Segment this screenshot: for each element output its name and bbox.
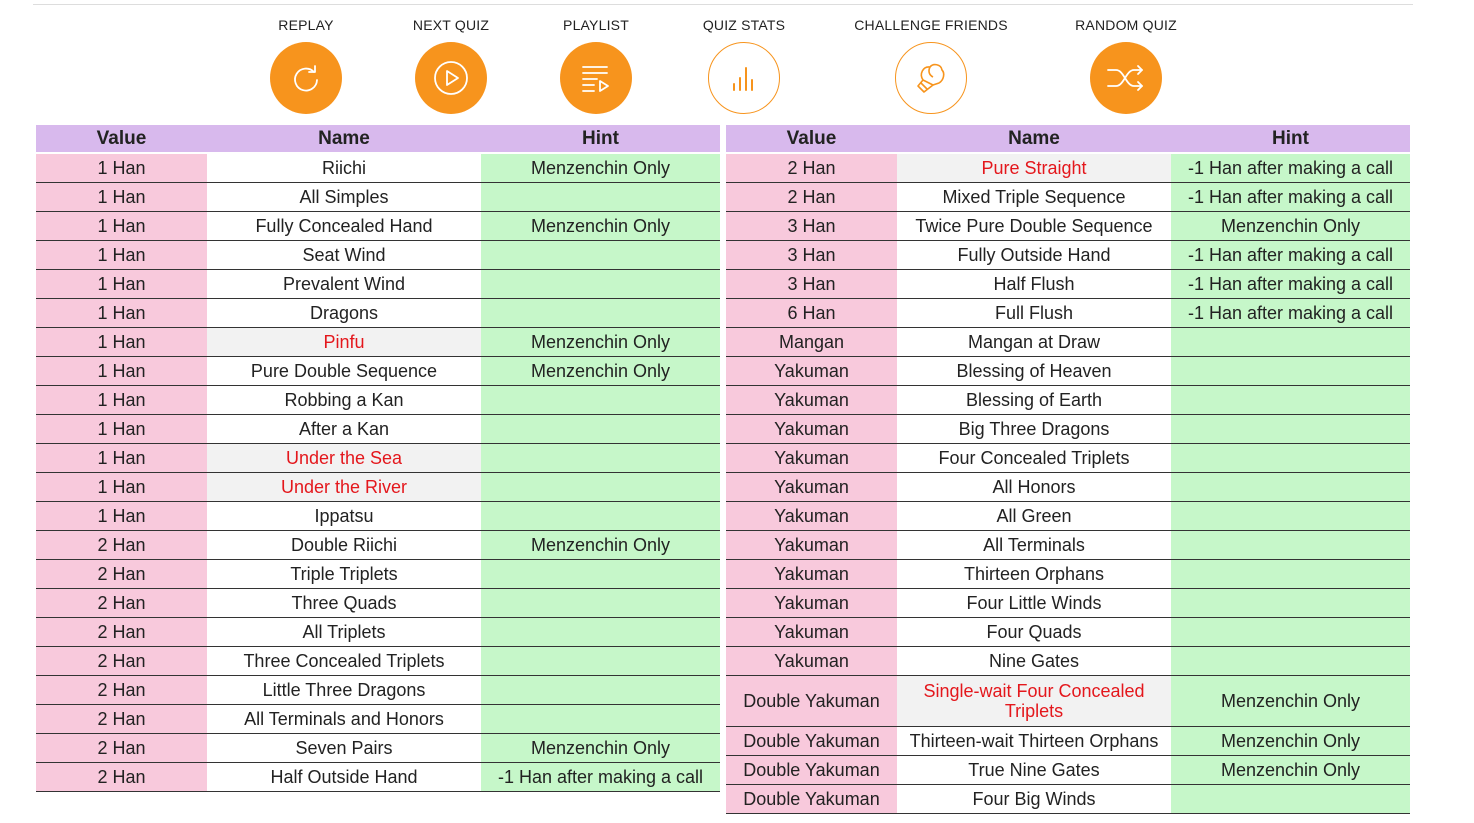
table-row	[36, 386, 720, 415]
value-column-header: Value	[726, 125, 897, 153]
answer-name-cell: All Simples	[207, 183, 481, 212]
answer-name-cell: Prevalent Wind	[207, 270, 481, 299]
answer-name-cell: Four Big Winds	[897, 785, 1171, 814]
answer-name-cell: Thirteen-wait Thirteen Orphans	[897, 727, 1171, 756]
hint-cell	[1171, 415, 1410, 444]
table-row	[36, 560, 720, 589]
value-cell: 2 Han	[726, 153, 897, 183]
hint-cell	[481, 183, 720, 212]
missed-answer-cell: Under the River	[207, 473, 481, 502]
value-cell: 2 Han	[36, 647, 207, 676]
right-table-body	[726, 153, 1410, 814]
table-row	[726, 183, 1410, 212]
value-cell: Yakuman	[726, 357, 897, 386]
answer-name-cell: Little Three Dragons	[207, 676, 481, 705]
answer-name-cell: Four Quads	[897, 618, 1171, 647]
hint-cell: -1 Han after making a call	[1171, 270, 1410, 299]
hint-cell: -1 Han after making a call	[1171, 299, 1410, 328]
table-row	[36, 328, 720, 357]
table-row	[36, 618, 720, 647]
table-row	[726, 386, 1410, 415]
value-cell: 1 Han	[36, 444, 207, 473]
value-cell: 1 Han	[36, 357, 207, 386]
hint-cell	[481, 502, 720, 531]
answer-name-cell: Thirteen Orphans	[897, 560, 1171, 589]
next-quiz-circle[interactable]	[415, 42, 487, 114]
quiz-stats-circle[interactable]	[708, 42, 780, 114]
table-row	[726, 153, 1410, 183]
hint-cell: Menzenchin Only	[481, 357, 720, 386]
table-row	[36, 444, 720, 473]
table-row	[36, 270, 720, 299]
quiz-stats-label: QUIZ STATS	[702, 17, 786, 33]
value-cell: 2 Han	[36, 531, 207, 560]
answer-name-cell: After a Kan	[207, 415, 481, 444]
value-cell: Mangan	[726, 328, 897, 357]
boxing-glove-icon	[909, 56, 953, 100]
answer-name-cell: Half Flush	[897, 270, 1171, 299]
table-row	[36, 357, 720, 386]
hint-cell	[481, 560, 720, 589]
table-row	[726, 727, 1410, 756]
table-row	[726, 241, 1410, 270]
value-cell: Yakuman	[726, 502, 897, 531]
hint-cell	[1171, 589, 1410, 618]
hint-cell	[1171, 647, 1410, 676]
hint-cell: Menzenchin Only	[481, 153, 720, 183]
hint-cell: -1 Han after making a call	[1171, 241, 1410, 270]
missed-answer-cell: Single-wait Four Concealed Triplets	[897, 676, 1171, 727]
value-cell: 2 Han	[36, 705, 207, 734]
hint-cell	[481, 241, 720, 270]
table-row	[36, 647, 720, 676]
value-cell: Yakuman	[726, 589, 897, 618]
table-row	[36, 153, 720, 183]
hint-cell: Menzenchin Only	[481, 531, 720, 560]
table-row	[36, 734, 720, 763]
table-row	[726, 647, 1410, 676]
answer-name-cell: Seat Wind	[207, 241, 481, 270]
value-cell: 2 Han	[36, 618, 207, 647]
hint-cell	[1171, 785, 1410, 814]
value-cell: Double Yakuman	[726, 756, 897, 785]
quiz-toolbar	[0, 0, 1474, 125]
answer-name-cell: All Honors	[897, 473, 1171, 502]
play-icon	[431, 58, 471, 98]
replay-icon	[288, 60, 324, 96]
answer-name-cell: Triple Triplets	[207, 560, 481, 589]
value-cell: 6 Han	[726, 299, 897, 328]
answer-name-cell: Pure Double Sequence	[207, 357, 481, 386]
table-row	[726, 502, 1410, 531]
table-row	[36, 183, 720, 212]
table-row	[36, 589, 720, 618]
shuffle-icon	[1104, 60, 1148, 96]
table-row	[726, 676, 1410, 727]
hint-cell	[481, 618, 720, 647]
answer-name-cell: Riichi	[207, 153, 481, 183]
answer-name-cell: Blessing of Earth	[897, 386, 1171, 415]
answer-name-cell: Four Little Winds	[897, 589, 1171, 618]
answer-name-cell: Mangan at Draw	[897, 328, 1171, 357]
answer-name-cell: Three Quads	[207, 589, 481, 618]
value-cell: Yakuman	[726, 531, 897, 560]
value-cell: Double Yakuman	[726, 785, 897, 814]
hint-cell: Menzenchin Only	[1171, 756, 1410, 785]
table-row	[726, 785, 1410, 814]
table-row	[726, 473, 1410, 502]
hint-cell	[1171, 618, 1410, 647]
answer-name-cell: Mixed Triple Sequence	[897, 183, 1171, 212]
hint-cell: -1 Han after making a call	[1171, 183, 1410, 212]
answer-name-cell: Nine Gates	[897, 647, 1171, 676]
table-row	[726, 618, 1410, 647]
value-column-header: Value	[36, 125, 207, 153]
value-cell: Yakuman	[726, 473, 897, 502]
hint-cell	[1171, 560, 1410, 589]
table-row	[36, 763, 720, 792]
value-cell: 3 Han	[726, 212, 897, 241]
table-row	[726, 589, 1410, 618]
name-column-header: Name	[897, 125, 1171, 153]
table-row	[36, 676, 720, 705]
table-row	[36, 531, 720, 560]
answer-name-cell: True Nine Gates	[897, 756, 1171, 785]
value-cell: 2 Han	[36, 560, 207, 589]
hint-cell	[481, 386, 720, 415]
replay-circle[interactable]	[270, 42, 342, 114]
value-cell: 2 Han	[36, 676, 207, 705]
value-cell: 2 Han	[726, 183, 897, 212]
value-cell: 1 Han	[36, 153, 207, 183]
answer-name-cell: Robbing a Kan	[207, 386, 481, 415]
table-header-row	[36, 125, 720, 153]
hint-cell: Menzenchin Only	[481, 734, 720, 763]
hint-cell	[481, 444, 720, 473]
value-cell: 1 Han	[36, 415, 207, 444]
random-quiz-circle[interactable]	[1090, 42, 1162, 114]
value-cell: 3 Han	[726, 270, 897, 299]
table-row	[726, 756, 1410, 785]
answer-name-cell: Twice Pure Double Sequence	[897, 212, 1171, 241]
hint-cell: -1 Han after making a call	[481, 763, 720, 792]
missed-answer-cell: Under the Sea	[207, 444, 481, 473]
value-cell: 1 Han	[36, 328, 207, 357]
hint-cell	[1171, 502, 1410, 531]
table-row	[726, 299, 1410, 328]
hint-cell: Menzenchin Only	[481, 328, 720, 357]
hint-cell	[481, 415, 720, 444]
value-cell: Yakuman	[726, 618, 897, 647]
missed-answer-cell: Pure Straight	[897, 153, 1171, 183]
table-row	[726, 531, 1410, 560]
table-row	[726, 357, 1410, 386]
hint-cell	[481, 589, 720, 618]
value-cell: 1 Han	[36, 473, 207, 502]
hint-cell	[481, 676, 720, 705]
table-header-row	[726, 125, 1410, 153]
right-answer-table	[726, 125, 1410, 814]
challenge-friends-circle[interactable]	[895, 42, 967, 114]
left-table-body	[36, 153, 720, 792]
next-quiz-label: NEXT QUIZ	[412, 17, 490, 33]
value-cell: 1 Han	[36, 183, 207, 212]
hint-cell	[481, 473, 720, 502]
table-row	[36, 415, 720, 444]
stats-icon	[726, 60, 762, 96]
value-cell: Yakuman	[726, 386, 897, 415]
answer-name-cell: Half Outside Hand	[207, 763, 481, 792]
hint-cell: -1 Han after making a call	[1171, 153, 1410, 183]
value-cell: 1 Han	[36, 502, 207, 531]
table-row	[726, 444, 1410, 473]
answer-name-cell: Dragons	[207, 299, 481, 328]
value-cell: 3 Han	[726, 241, 897, 270]
answer-name-cell: Full Flush	[897, 299, 1171, 328]
challenge-friends-label: CHALLENGE FRIENDS	[854, 17, 1008, 33]
answer-name-cell: Seven Pairs	[207, 734, 481, 763]
hint-column-header: Hint	[481, 125, 720, 153]
answer-name-cell: Fully Outside Hand	[897, 241, 1171, 270]
left-answer-table	[36, 125, 720, 792]
value-cell: 1 Han	[36, 386, 207, 415]
playlist-icon	[577, 59, 615, 97]
name-column-header: Name	[207, 125, 481, 153]
table-row	[726, 560, 1410, 589]
playlist-label: PLAYLIST	[563, 17, 629, 33]
hint-cell: Menzenchin Only	[1171, 212, 1410, 241]
answer-name-cell: All Terminals	[897, 531, 1171, 560]
table-row	[36, 502, 720, 531]
table-row	[726, 270, 1410, 299]
answer-name-cell: Big Three Dragons	[897, 415, 1171, 444]
playlist-circle[interactable]	[560, 42, 632, 114]
table-row	[36, 241, 720, 270]
table-row	[36, 299, 720, 328]
hint-cell	[1171, 473, 1410, 502]
hint-cell: Menzenchin Only	[1171, 676, 1410, 727]
hint-cell	[481, 299, 720, 328]
table-row	[36, 212, 720, 241]
answer-name-cell: All Green	[897, 502, 1171, 531]
value-cell: Yakuman	[726, 444, 897, 473]
hint-cell: Menzenchin Only	[481, 212, 720, 241]
value-cell: 1 Han	[36, 212, 207, 241]
table-row	[726, 328, 1410, 357]
answer-name-cell: Double Riichi	[207, 531, 481, 560]
table-row	[36, 473, 720, 502]
answer-name-cell: Fully Concealed Hand	[207, 212, 481, 241]
answer-name-cell: Blessing of Heaven	[897, 357, 1171, 386]
value-cell: Yakuman	[726, 415, 897, 444]
replay-label: REPLAY	[278, 17, 334, 33]
answer-name-cell: All Terminals and Honors	[207, 705, 481, 734]
table-row	[36, 705, 720, 734]
table-row	[726, 212, 1410, 241]
answer-name-cell: Four Concealed Triplets	[897, 444, 1171, 473]
value-cell: 2 Han	[36, 589, 207, 618]
hint-cell	[481, 705, 720, 734]
value-cell: Yakuman	[726, 647, 897, 676]
hint-column-header: Hint	[1171, 125, 1410, 153]
value-cell: 2 Han	[36, 734, 207, 763]
value-cell: 1 Han	[36, 299, 207, 328]
hint-cell	[1171, 444, 1410, 473]
value-cell: 1 Han	[36, 270, 207, 299]
missed-answer-cell: Pinfu	[207, 328, 481, 357]
value-cell: 2 Han	[36, 763, 207, 792]
hint-cell	[1171, 531, 1410, 560]
random-quiz-label: RANDOM QUIZ	[1075, 17, 1177, 33]
hint-cell: Menzenchin Only	[1171, 727, 1410, 756]
hint-cell	[481, 647, 720, 676]
value-cell: 1 Han	[36, 241, 207, 270]
value-cell: Double Yakuman	[726, 727, 897, 756]
hint-cell	[1171, 357, 1410, 386]
hint-cell	[481, 270, 720, 299]
hint-cell	[1171, 328, 1410, 357]
answer-name-cell: All Triplets	[207, 618, 481, 647]
answer-name-cell: Three Concealed Triplets	[207, 647, 481, 676]
value-cell: Double Yakuman	[726, 676, 897, 727]
value-cell: Yakuman	[726, 560, 897, 589]
table-row	[726, 415, 1410, 444]
hint-cell	[1171, 386, 1410, 415]
answer-name-cell: Ippatsu	[207, 502, 481, 531]
